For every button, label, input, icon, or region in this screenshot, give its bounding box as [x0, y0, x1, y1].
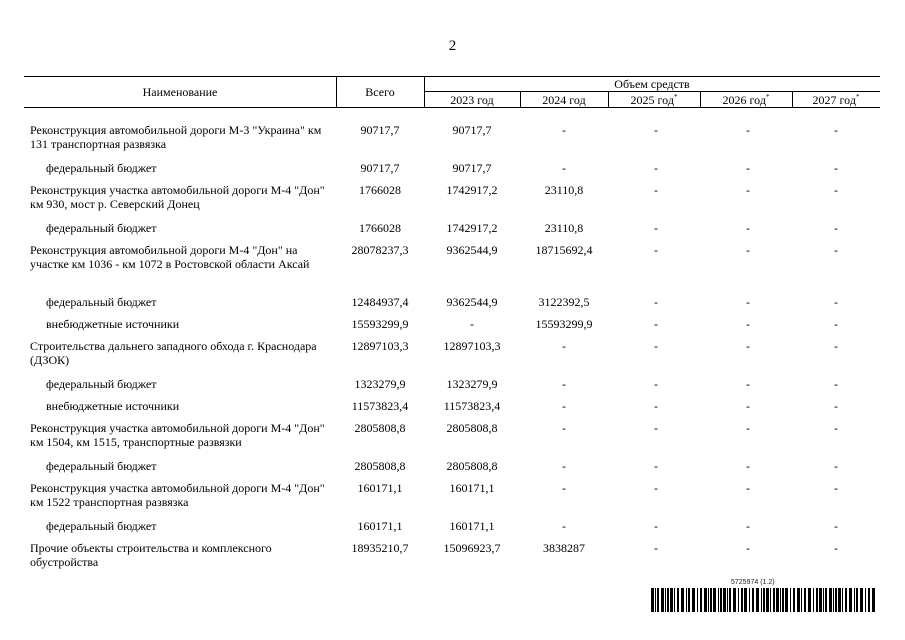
row-name: Реконструкция участка автомобильной дороги М-4 "Дон" км 1522 транспортная развязка — [30, 481, 325, 509]
barcode-bar — [681, 588, 684, 612]
header-name: Наименование — [142, 85, 218, 99]
barcode-bar — [665, 588, 666, 612]
barcode-bar — [723, 588, 726, 612]
row-value-2027: - — [834, 377, 838, 391]
barcode-bar — [704, 588, 707, 612]
row-total: 12897103,3 — [351, 339, 409, 353]
barcode-bar — [749, 588, 750, 612]
header-year: 2027 год* — [812, 93, 860, 107]
row-value-2025: - — [654, 399, 658, 413]
row-value-2025: - — [654, 459, 658, 473]
row-value-2025: - — [654, 339, 658, 353]
table-row — [24, 377, 880, 399]
barcode — [651, 588, 876, 612]
row-total: 28078237,3 — [351, 243, 409, 257]
barcode-bar — [780, 588, 781, 612]
barcode-bar — [790, 588, 791, 612]
header-year: 2026 год* — [722, 93, 770, 107]
row-value-2026: - — [746, 541, 750, 555]
barcode-bar — [697, 588, 698, 612]
barcode-bar — [865, 588, 866, 612]
row-value-2025: - — [654, 519, 658, 533]
table-row — [24, 123, 880, 161]
barcode-bar — [744, 588, 747, 612]
row-name: Реконструкция участка автомобильной дороги М-4 "Дон" км 930, мост р. Северский Донец — [30, 183, 325, 211]
barcode-bar — [720, 588, 722, 612]
barcode-bar — [677, 588, 679, 612]
row-value-2024: - — [562, 161, 566, 175]
barcode-bar — [738, 588, 739, 612]
barcode-bar — [674, 588, 675, 612]
row-value-2026: - — [746, 161, 750, 175]
row-value-2026: - — [746, 481, 750, 495]
row-value-2026: - — [746, 377, 750, 391]
row-value-2025: - — [654, 317, 658, 331]
row-value-2027: - — [834, 183, 838, 197]
row-name: федеральный бюджет — [46, 295, 157, 309]
row-name: федеральный бюджет — [46, 221, 157, 235]
table-row — [24, 459, 880, 481]
row-name: Реконструкция автомобильной дороги М-4 "Дон" на участке км 1036 - км 1072 в Ростовской области Аксай — [30, 243, 310, 271]
row-name: федеральный бюджет — [46, 519, 157, 533]
table-row — [24, 243, 880, 295]
table-row — [24, 221, 880, 243]
barcode-bar — [708, 588, 709, 612]
row-value-2023: 11573823,4 — [443, 399, 501, 413]
row-value-2025: - — [654, 295, 658, 309]
row-value-2023: 1742917,2 — [446, 221, 498, 235]
row-value-2027: - — [834, 317, 838, 331]
barcode-bar — [655, 588, 656, 612]
row-value-2025: - — [654, 123, 658, 137]
row-total: 1766028 — [359, 221, 401, 235]
row-value-2027: - — [834, 221, 838, 235]
row-value-2024: - — [562, 481, 566, 495]
barcode-bar — [819, 588, 822, 612]
row-value-2027: - — [834, 519, 838, 533]
barcode-bar — [833, 588, 834, 612]
row-value-2026: - — [746, 295, 750, 309]
header-total: Всего — [365, 85, 395, 99]
barcode-bar — [718, 588, 719, 612]
row-value-2024: - — [562, 421, 566, 435]
row-value-2024: 15593299,9 — [535, 317, 593, 331]
table-row — [24, 317, 880, 339]
row-value-2027: - — [834, 399, 838, 413]
barcode-bar — [700, 588, 702, 612]
header-group: Объем средств — [614, 77, 690, 91]
barcode-bar — [773, 588, 775, 612]
barcode-bar — [813, 588, 814, 612]
page-number: 2 — [448, 38, 457, 54]
header-year: 2024 год — [542, 93, 586, 107]
table-row — [24, 481, 880, 519]
barcode-bar — [793, 588, 795, 612]
row-value-2023: 160171,1 — [449, 481, 495, 495]
header-bottom-rule — [24, 107, 880, 108]
row-value-2023: 1323279,9 — [446, 377, 498, 391]
row-value-2027: - — [834, 123, 838, 137]
row-name: внебюджетные источники — [46, 399, 180, 413]
row-value-2025: - — [654, 243, 658, 257]
row-total: 1766028 — [359, 183, 401, 197]
row-value-2026: - — [746, 339, 750, 353]
row-value-2026: - — [746, 123, 750, 137]
row-value-2024: - — [562, 123, 566, 137]
row-name: федеральный бюджет — [46, 377, 157, 391]
table-row — [24, 541, 880, 579]
barcode-bar — [661, 588, 664, 612]
barcode-bar — [856, 588, 858, 612]
barcode-bar — [785, 588, 788, 612]
row-value-2024: 3838287 — [543, 541, 585, 555]
row-value-2023: 12897103,3 — [443, 339, 501, 353]
barcode-bar — [845, 588, 847, 612]
row-value-2026: - — [746, 421, 750, 435]
barcode-bar — [686, 588, 687, 612]
barcode-bar — [752, 588, 754, 612]
row-value-2025: - — [654, 481, 658, 495]
header-year: 2025 год* — [630, 93, 678, 107]
table-body — [24, 123, 880, 579]
row-total: 160171,1 — [357, 481, 403, 495]
barcode-bar — [756, 588, 759, 612]
row-value-2024: 23110,8 — [544, 183, 584, 197]
barcode-bar — [688, 588, 690, 612]
row-total: 160171,1 — [357, 519, 403, 533]
row-total: 15593299,9 — [351, 317, 409, 331]
table-row — [24, 295, 880, 317]
row-value-2023: 160171,1 — [449, 519, 495, 533]
barcode-bar — [729, 588, 731, 612]
row-value-2023: 15096923,7 — [443, 541, 501, 555]
row-total: 2805808,8 — [354, 421, 406, 435]
barcode-bar — [838, 588, 841, 612]
row-value-2026: - — [746, 459, 750, 473]
row-value-2025: - — [654, 161, 658, 175]
row-value-2024: - — [562, 459, 566, 473]
row-value-2024: 23110,8 — [544, 221, 584, 235]
row-total: 1323279,9 — [354, 377, 406, 391]
row-name: Реконструкция участка автомобильной дороги М-4 "Дон" км 1504, км 1515, транспортные развязки — [30, 421, 325, 449]
row-value-2027: - — [834, 339, 838, 353]
table-header — [24, 76, 880, 108]
barcode-bar — [733, 588, 736, 612]
row-total: 2805808,8 — [354, 459, 406, 473]
row-value-2026: - — [746, 221, 750, 235]
table-row — [24, 519, 880, 541]
row-total: 90717,7 — [360, 123, 400, 137]
barcode-bar — [761, 588, 762, 612]
barcode-bar — [710, 588, 712, 612]
table-row — [24, 399, 880, 421]
row-total: 12484937,4 — [351, 295, 409, 309]
barcode-bar — [670, 588, 673, 612]
row-name: Реконструкция автомобильной дороги М-3 "Украина" км 131 транспортная развязка — [30, 123, 322, 151]
barcode-bar — [804, 588, 806, 612]
barcode-bar — [829, 588, 832, 612]
row-value-2026: - — [746, 399, 750, 413]
row-value-2027: - — [834, 481, 838, 495]
row-value-2027: - — [834, 161, 838, 175]
row-value-2023: 9362544,9 — [446, 243, 498, 257]
header-mid-rule — [424, 91, 880, 92]
row-value-2024: - — [562, 399, 566, 413]
table-row — [24, 421, 880, 459]
row-value-2024: - — [562, 377, 566, 391]
table-row — [24, 161, 880, 183]
barcode-bar — [667, 588, 669, 612]
row-value-2025: - — [654, 221, 658, 235]
barcode-bar — [816, 588, 818, 612]
row-value-2023: 1742917,2 — [446, 183, 498, 197]
row-value-2023: 2805808,8 — [446, 421, 498, 435]
table-row — [24, 183, 880, 221]
barcode-bar — [692, 588, 695, 612]
barcode-bar — [825, 588, 827, 612]
barcode-bar — [770, 588, 771, 612]
barcode-bar — [868, 588, 870, 612]
barcode-bar — [782, 588, 784, 612]
row-value-2026: - — [746, 243, 750, 257]
row-value-2025: - — [654, 541, 658, 555]
barcode-bar — [835, 588, 837, 612]
barcode-bar — [854, 588, 855, 612]
table-row — [24, 339, 880, 377]
barcode-bar — [808, 588, 811, 612]
barcode-bar — [657, 588, 659, 612]
row-value-2023: 2805808,8 — [446, 459, 498, 473]
row-total: 11573823,4 — [351, 399, 409, 413]
row-value-2027: - — [834, 459, 838, 473]
row-value-2023: 90717,7 — [452, 123, 492, 137]
row-value-2025: - — [654, 377, 658, 391]
row-total: 18935210,7 — [351, 541, 409, 555]
barcode-bar — [651, 588, 654, 612]
row-value-2024: - — [562, 339, 566, 353]
row-name: федеральный бюджет — [46, 161, 157, 175]
row-value-2024: - — [562, 519, 566, 533]
row-value-2024: 3122392,5 — [538, 295, 590, 309]
barcode-bar — [727, 588, 728, 612]
barcode-bar — [849, 588, 852, 612]
barcode-code: 5725974 (1.2) — [731, 579, 775, 586]
barcode-bar — [823, 588, 824, 612]
barcode-bar — [860, 588, 863, 612]
row-value-2027: - — [834, 295, 838, 309]
barcode-bar — [766, 588, 769, 612]
barcode-bar — [713, 588, 716, 612]
row-value-2027: - — [834, 243, 838, 257]
barcode-bar — [741, 588, 743, 612]
row-value-2026: - — [746, 519, 750, 533]
row-name: Прочие объекты строительства и комплексного обустройства — [30, 541, 272, 569]
row-value-2025: - — [654, 183, 658, 197]
row-value-2023: 90717,7 — [452, 161, 492, 175]
barcode-bar — [842, 588, 843, 612]
row-name: федеральный бюджет — [46, 459, 157, 473]
row-name: внебюджетные источники — [46, 317, 180, 331]
row-value-2024: 18715692,4 — [535, 243, 593, 257]
row-value-2025: - — [654, 421, 658, 435]
row-value-2023: - — [470, 317, 474, 331]
barcode-bar — [797, 588, 800, 612]
row-value-2023: 9362544,9 — [446, 295, 498, 309]
barcode-bar — [763, 588, 765, 612]
row-name: Строительства дальнего западного обхода г. Краснодара (ДЗОК) — [30, 339, 317, 367]
row-value-2027: - — [834, 421, 838, 435]
row-value-2026: - — [746, 183, 750, 197]
barcode-bar — [776, 588, 779, 612]
row-value-2026: - — [746, 317, 750, 331]
barcode-bar — [801, 588, 802, 612]
header-year: 2023 год — [450, 93, 494, 107]
row-value-2027: - — [834, 541, 838, 555]
barcode-bar — [872, 588, 875, 612]
row-total: 90717,7 — [360, 161, 400, 175]
